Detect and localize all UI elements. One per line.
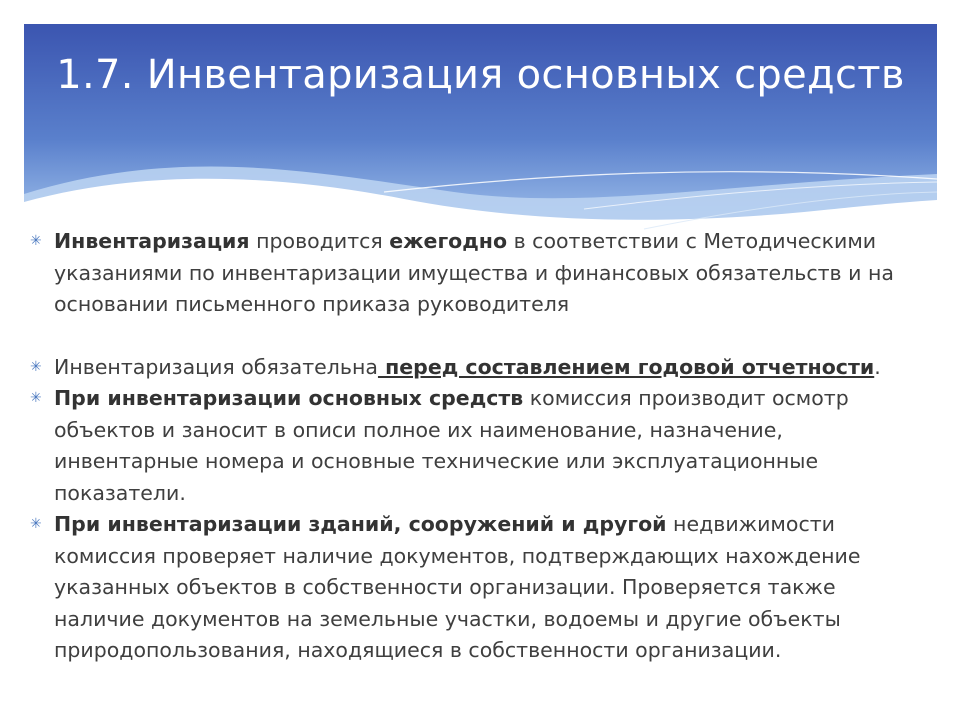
bullet-item-4 [30, 509, 930, 667]
text: . [874, 354, 881, 379]
text-bold-underline: перед составлением годовой отчетности [377, 354, 875, 379]
text: проводится [249, 229, 390, 253]
text-bold: ежегодно [389, 229, 508, 253]
text-bold: При инвентаризации основных средств [54, 386, 524, 410]
text-bold: Инвентаризация [54, 229, 250, 253]
text: в соответствии с Методическими указаниями по инвентаризации имущества и финансовых обязательств и на основании письменного приказа руководителя [54, 229, 894, 316]
bullet-item-2 [30, 352, 930, 384]
bullet-star-icon: ✳ [30, 516, 42, 532]
bullet-item-3 [30, 383, 930, 509]
bullet-item-1 [30, 226, 930, 321]
slide-title: 1.7. Инвентаризация основных средств [56, 52, 905, 98]
bullet-star-icon: ✳ [30, 390, 42, 406]
spacer [30, 321, 930, 352]
bullet-star-icon: ✳ [30, 358, 42, 375]
text-bold: При инвентаризации зданий, сооружений и другой [54, 512, 667, 536]
text: комиссия производит осмотр объектов и заносит в описи полное их наименование, назначение, инвентарные номера и основные технические или эксплуатационные показатели. [54, 386, 849, 505]
text: недвижимости комиссия проверяет наличие документов, подтверждающих нахождение указанных объектов в собственности организации. Проверяется также наличие документов на земельные участки, водоемы и другие объекты природопользования, находящиеся в собственности организации. [54, 512, 861, 662]
bullet-list [30, 226, 930, 667]
bullet-star-icon: ✳ [30, 233, 42, 249]
text: Инвентаризация обязательна [54, 354, 378, 379]
